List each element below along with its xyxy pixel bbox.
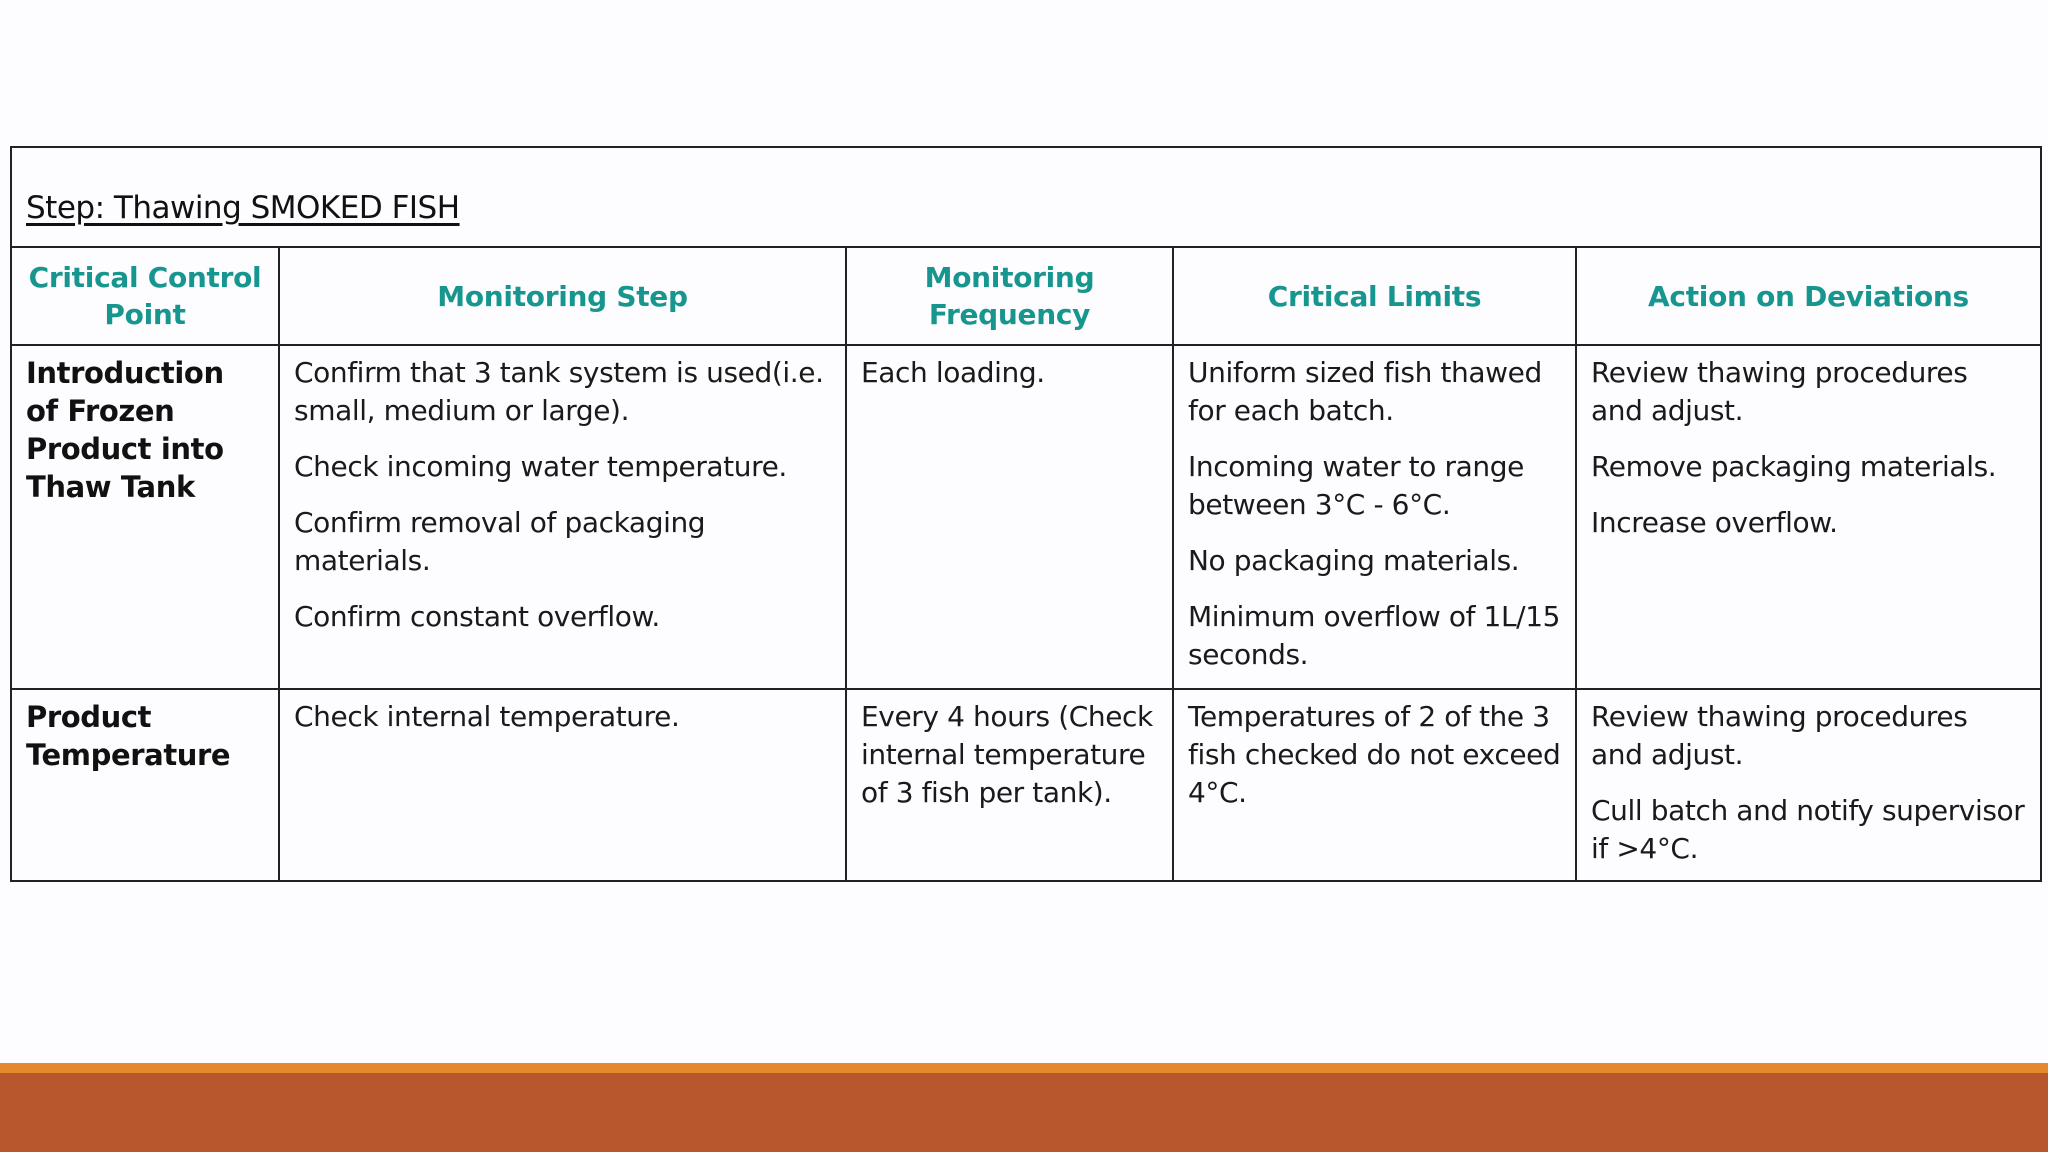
monitoring-step-cell bbox=[279, 345, 846, 689]
frequency-text: Each loading. bbox=[861, 356, 1045, 389]
limits-text: Temperatures of 2 of the 3 fish checked do not exceed 4°C. bbox=[1188, 700, 1561, 809]
frequency-cell bbox=[846, 345, 1173, 689]
ccp-cell: Introduction of Frozen Product into Thaw Tank bbox=[12, 345, 279, 689]
action-text: Remove packaging materials. bbox=[1591, 450, 1997, 483]
monitoring-step-text: Confirm that 3 tank system is used(i.e. small, medium or large). bbox=[294, 356, 824, 427]
monitoring-step-cell bbox=[279, 689, 846, 880]
header-monitoring-frequency: Monitoring Frequency bbox=[846, 248, 1173, 345]
monitoring-step-text: Confirm removal of packaging materials. bbox=[294, 506, 706, 577]
header-monitoring-step: Monitoring Step bbox=[279, 248, 846, 345]
table-row bbox=[12, 689, 2040, 880]
limits-text: Uniform sized fish thawed for each batch. bbox=[1188, 356, 1542, 427]
step-title-row bbox=[12, 148, 2040, 248]
monitoring-step-text: Confirm constant overflow. bbox=[294, 600, 660, 633]
action-text: Cull batch and notify supervisor if >4°C. bbox=[1591, 794, 2025, 865]
header-critical-limits: Critical Limits bbox=[1173, 248, 1576, 345]
ccp-table bbox=[12, 248, 2040, 880]
monitoring-step-text: Check internal temperature. bbox=[294, 700, 680, 733]
limits-text: No packaging materials. bbox=[1188, 544, 1520, 577]
header-action-on-deviations: Action on Deviations bbox=[1576, 248, 2040, 345]
frequency-cell bbox=[846, 689, 1173, 880]
footer-band bbox=[0, 1073, 2048, 1152]
action-text: Review thawing procedures and adjust. bbox=[1591, 356, 1968, 427]
action-text: Review thawing procedures and adjust. bbox=[1591, 700, 1968, 771]
haccp-table bbox=[10, 146, 2042, 882]
limits-cell bbox=[1173, 689, 1576, 880]
frequency-text: Every 4 hours (Check internal temperature of 3 fish per tank). bbox=[861, 700, 1153, 809]
limits-cell bbox=[1173, 345, 1576, 689]
action-text: Increase overflow. bbox=[1591, 506, 1838, 539]
table-row bbox=[12, 345, 2040, 689]
actions-cell bbox=[1576, 689, 2040, 880]
step-title: Step: Thawing SMOKED FISH bbox=[26, 190, 460, 226]
actions-cell bbox=[1576, 345, 2040, 689]
table-header-row bbox=[12, 248, 2040, 345]
footer-accent-line bbox=[0, 1063, 2048, 1073]
limits-text: Minimum overflow of 1L/15 seconds. bbox=[1188, 600, 1561, 671]
limits-text: Incoming water to range between 3°C - 6°C. bbox=[1188, 450, 1524, 521]
header-critical-control-point: Critical Control Point bbox=[12, 248, 279, 345]
ccp-cell: Product Temperature bbox=[12, 689, 279, 880]
monitoring-step-text: Check incoming water temperature. bbox=[294, 450, 787, 483]
